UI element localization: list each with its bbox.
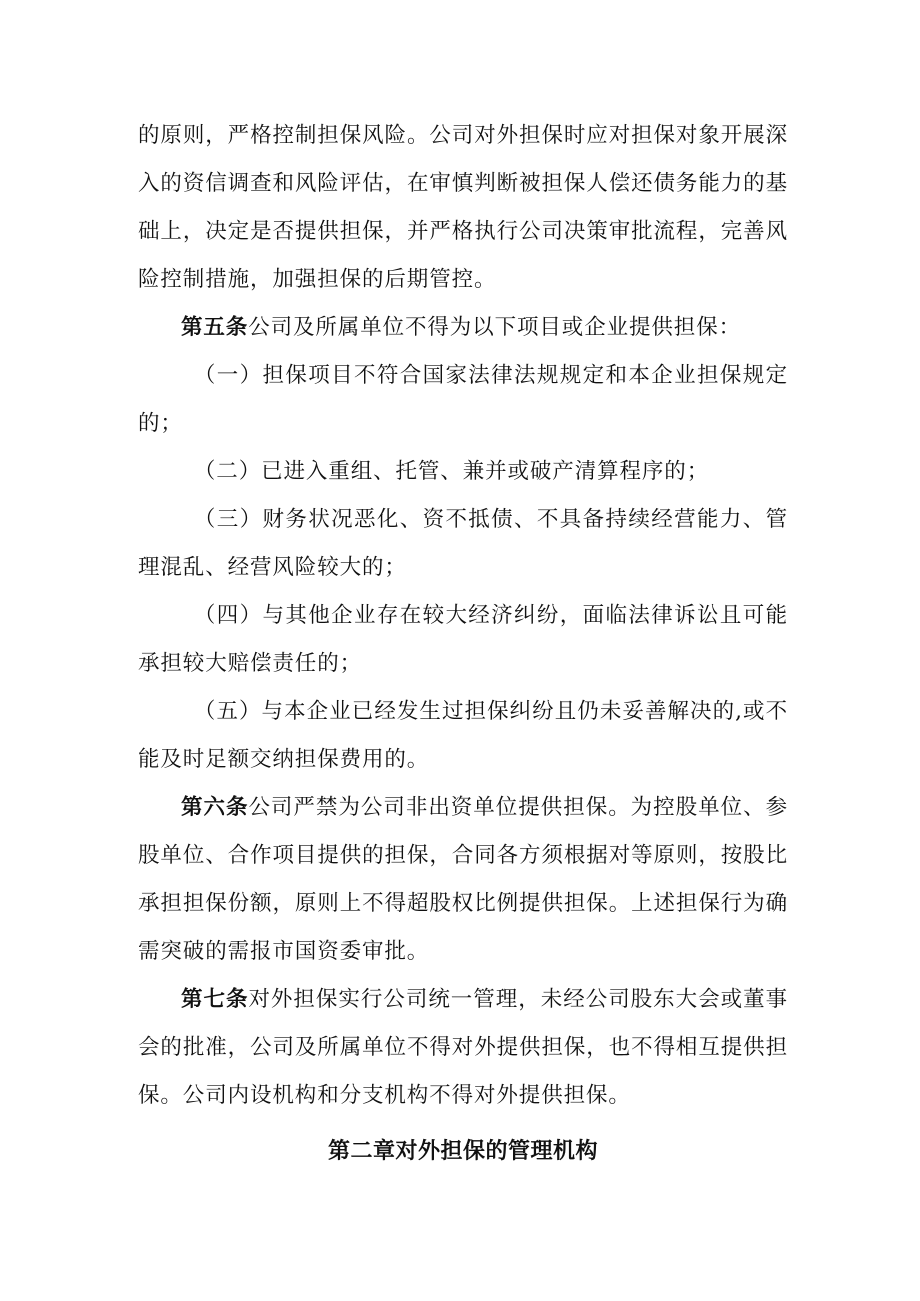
article-6-text: 公司严禁为公司非出资单位提供担保。为控股单位、参股单位、合作项目提供的担保，合同各方须根据对等原则，按股比承担担保份额，原则上不得超股权比例提供担保。上述担保行为确需突破的需报市国资委审批。 — [138, 795, 788, 964]
article-5-text: 公司及所属单位不得为以下项目或企业提供担保： — [248, 315, 742, 340]
article-7-text: 对外担保实行公司统一管理，未经公司股东大会或董事会的批准，公司及所属单位不得对外提供担保，也不得相互提供担保。公司内设机构和分支机构不得对外提供担保。 — [138, 987, 788, 1108]
list-item-2: （二）已进入重组、托管、兼并或破产清算程序的； — [193, 459, 710, 484]
chapter-title: 第二章对外担保的管理机构 — [327, 1139, 598, 1164]
list-item-3: （三）财务状况恶化、资不抵债、不具备持续经营能力、管理混乱、经营风险较大的； — [138, 507, 788, 580]
article-7-heading: 第七条 — [181, 987, 249, 1012]
article-5 — [138, 304, 788, 352]
article-7 — [138, 976, 788, 1120]
list-item-4: （四）与其他企业存在较大经济纠纷，面临法律诉讼且可能承担较大赔偿责任的； — [138, 603, 788, 676]
article-5-heading: 第五条 — [181, 315, 249, 340]
article-6 — [138, 784, 788, 976]
document-body — [138, 112, 788, 1176]
list-item-1: （一）担保项目不符合国家法律法规规定和本企业担保规定的； — [138, 363, 788, 436]
list-item-5: （五）与本企业已经发生过担保纠纷且仍未妥善解决的,或不能及时足额交纳担保费用的。 — [138, 699, 788, 772]
article-6-heading: 第六条 — [181, 795, 249, 820]
paragraph-continuation: 的原则，严格控制担保风险。公司对外担保时应对担保对象开展深入的资信调查和风险评估，在审慎判断被担保人偿还债务能力的基础上，决定是否提供担保，并严格执行公司决策审批流程，完善风险控制措施，加强担保的后期管控。 — [138, 123, 788, 292]
